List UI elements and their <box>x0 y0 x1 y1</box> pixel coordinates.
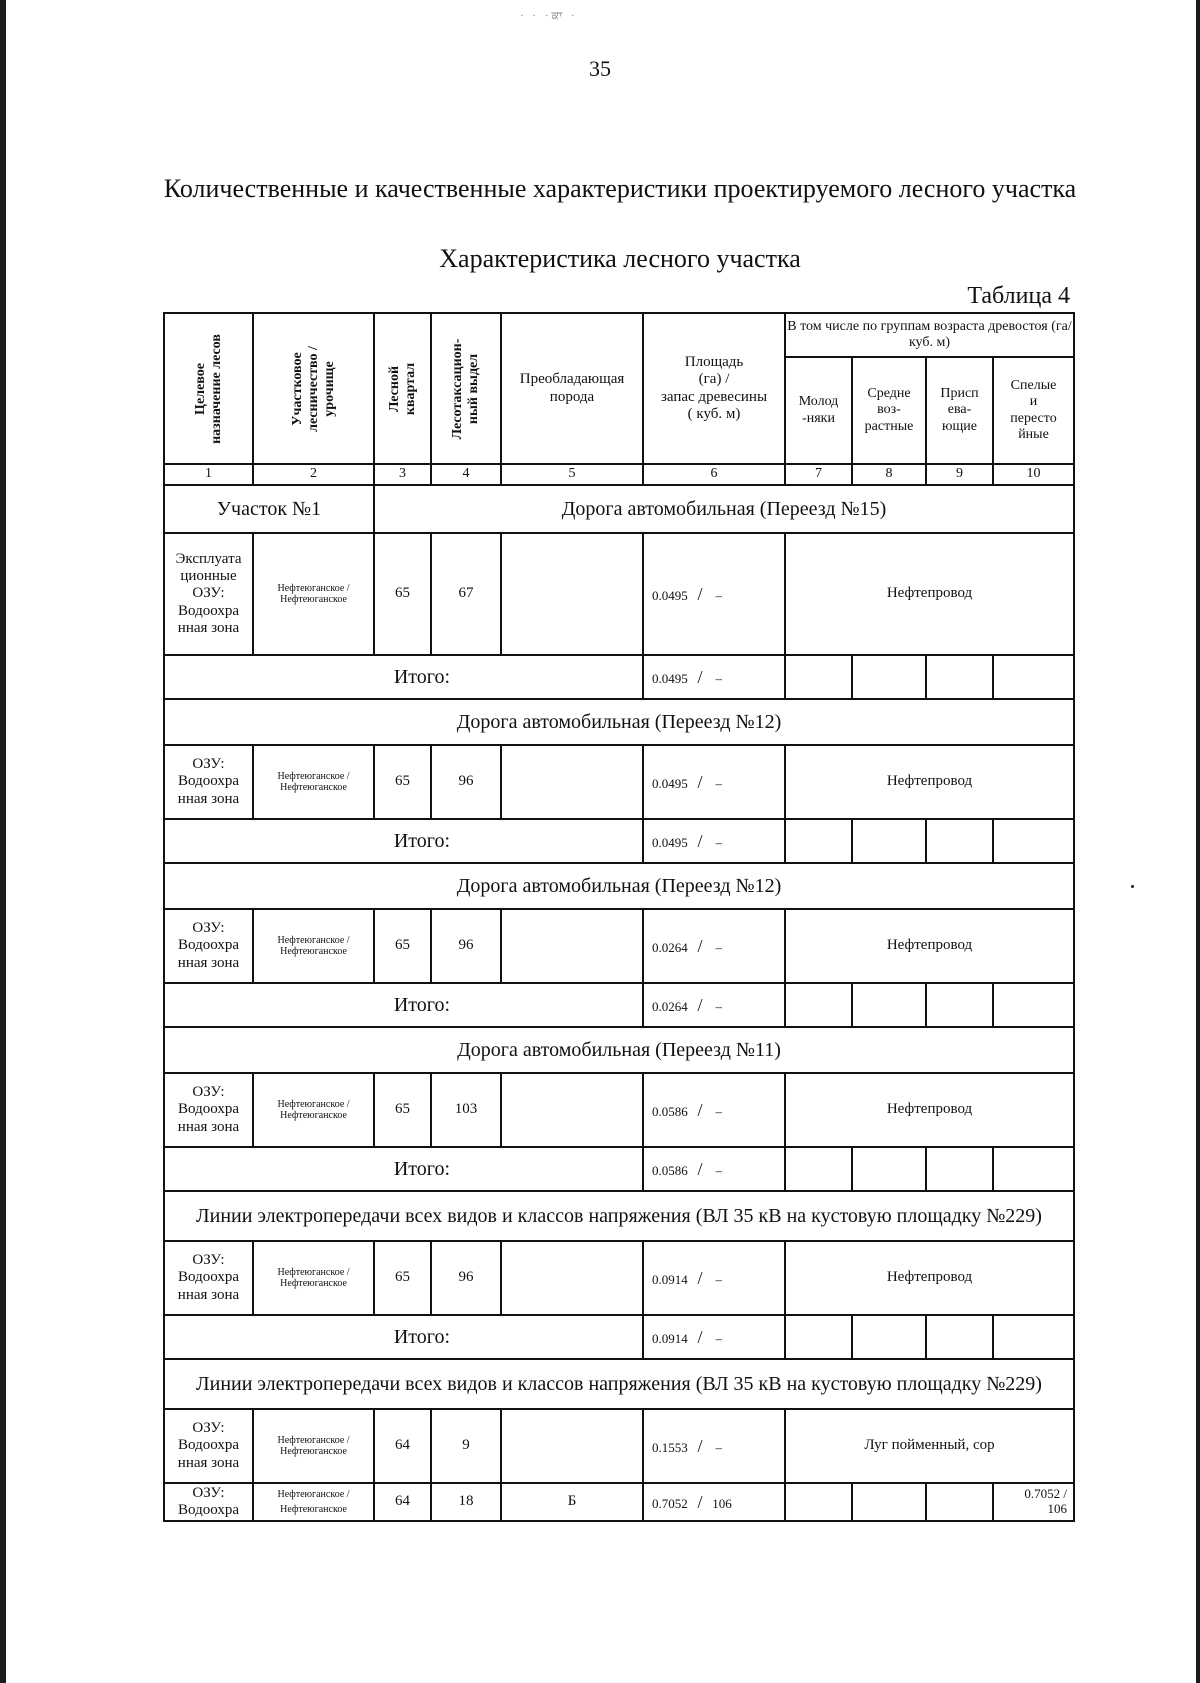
note-cell: Нефтепровод <box>785 745 1074 819</box>
area-value: 0.0264 <box>652 939 688 955</box>
species-cell <box>501 533 643 655</box>
species-cell <box>501 1073 643 1147</box>
quarter-cell: 65 <box>374 533 431 655</box>
empty-cell <box>926 819 993 863</box>
section-header-row <box>164 1359 1074 1409</box>
col-number: 4 <box>431 464 501 485</box>
header-purpose: Целевое назначение лесов <box>164 313 253 464</box>
note-cell: Нефтепровод <box>785 1073 1074 1147</box>
purpose-cell: ОЗУ: Водоохра нная зона <box>164 1409 253 1483</box>
species-cell <box>501 909 643 983</box>
allotment-cell: 18 <box>431 1483 501 1521</box>
empty-cell <box>785 1147 852 1191</box>
total-area-cell: 0.0586 / – <box>643 1147 785 1191</box>
note-cell: Нефтепровод <box>785 909 1074 983</box>
forestry-cell: Нефтеюганское / Нефтеюганское <box>253 909 374 983</box>
purpose-cell: ОЗУ: Водоохра нная зона <box>164 909 253 983</box>
total-volume-value: – <box>715 670 723 686</box>
volume-value: – <box>715 1103 723 1119</box>
area-cell: 0.0495 / – <box>643 533 785 655</box>
purpose-cell: Эксплуата ционные ОЗУ: Водоохра нная зона <box>164 533 253 655</box>
mature-cell: 0.7052 / 106 <box>993 1483 1074 1521</box>
forestry-cell: Нефтеюганское / Нефтеюганское <box>253 533 374 655</box>
document-subtitle: Характеристика лесного участка <box>439 244 801 273</box>
total-label: Итого: <box>164 655 643 699</box>
header-young: Молод -няки <box>785 357 852 464</box>
total-area-cell: 0.0914 / – <box>643 1315 785 1359</box>
volume-value: 106 <box>712 1495 732 1511</box>
empty-cell <box>926 655 993 699</box>
area-value: 0.7052 <box>652 1495 688 1511</box>
empty-cell <box>785 819 852 863</box>
forestry-cell: Нефтеюганское / Нефтеюганское <box>253 745 374 819</box>
empty-cell <box>926 1483 993 1521</box>
section-header-row <box>164 485 1074 533</box>
note-cell: Нефтепровод <box>785 1241 1074 1315</box>
data-row <box>164 1241 1074 1315</box>
header-area: Площадь (га) / запас древесины ( куб. м) <box>643 313 785 464</box>
section-title: Дорога автомобильная (Переезд №12) <box>164 699 1074 745</box>
allotment-cell: 103 <box>431 1073 501 1147</box>
section-header-row <box>164 699 1074 745</box>
total-volume-value: – <box>715 1330 723 1346</box>
empty-cell <box>993 1147 1074 1191</box>
section-title: Линии электропередачи всех видов и классов напряжения (ВЛ 35 кВ на кустовую площадку №229) <box>164 1359 1074 1409</box>
col-number: 6 <box>643 464 785 485</box>
forestry-cell: Нефтеюганское / Нефтеюганское <box>253 1241 374 1315</box>
volume-value: – <box>715 1271 723 1287</box>
area-value: 0.0914 <box>652 1271 688 1287</box>
plot-label: Участок №1 <box>164 485 374 533</box>
total-volume-value: – <box>715 1162 723 1178</box>
volume-value: – <box>715 587 723 603</box>
allotment-cell: 9 <box>431 1409 501 1483</box>
section-header-row <box>164 1191 1074 1241</box>
forest-plot-table <box>163 312 1075 1522</box>
empty-cell <box>993 983 1074 1027</box>
col-number: 8 <box>852 464 926 485</box>
total-area-value: 0.0914 <box>652 1330 688 1346</box>
section-header-row <box>164 863 1074 909</box>
empty-cell <box>852 819 926 863</box>
empty-cell <box>785 1483 852 1521</box>
empty-cell <box>926 1147 993 1191</box>
forestry-cell: Нефтеюганское / Нефтеюганское <box>253 1073 374 1147</box>
header-age-groups: В том числе по группам возраста древостоя (га/ куб. м) <box>785 313 1074 357</box>
species-cell <box>501 745 643 819</box>
purpose-cell: ОЗУ: Водоохра нная зона <box>164 745 253 819</box>
purpose-cell: ОЗУ: Водоохра нная зона <box>164 1241 253 1315</box>
total-area-value: 0.0495 <box>652 834 688 850</box>
col-number: 10 <box>993 464 1074 485</box>
empty-cell <box>993 655 1074 699</box>
total-row <box>164 655 1074 699</box>
allotment-cell: 67 <box>431 533 501 655</box>
note-cell: Нефтепровод <box>785 533 1074 655</box>
volume-value: – <box>715 1439 723 1455</box>
section-title: Дорога автомобильная (Переезд №11) <box>164 1027 1074 1073</box>
table-label: Таблица 4 <box>967 283 1070 309</box>
data-row <box>164 1483 1074 1521</box>
area-cell: 0.7052 / 106 <box>643 1483 785 1521</box>
area-value: 0.0495 <box>652 587 688 603</box>
column-number-row <box>164 464 1074 485</box>
total-row <box>164 819 1074 863</box>
area-cell: 0.0495 / – <box>643 745 785 819</box>
total-row <box>164 1315 1074 1359</box>
forestry-cell: Нефтеюганское / Нефтеюганское <box>253 1483 374 1521</box>
empty-cell <box>993 1315 1074 1359</box>
allotment-cell: 96 <box>431 1241 501 1315</box>
header-allotment: Лесотаксацион- ный выдел <box>431 313 501 464</box>
total-area-value: 0.0264 <box>652 998 688 1014</box>
empty-cell <box>785 1315 852 1359</box>
col-number: 5 <box>501 464 643 485</box>
document-title: Количественные и качественные характеристики проектируемого лесного участка <box>163 174 1077 203</box>
area-value: 0.0495 <box>652 775 688 791</box>
col-number: 7 <box>785 464 852 485</box>
total-row <box>164 983 1074 1027</box>
species-cell: Б <box>501 1483 643 1521</box>
header-mature: Спелые и пересто йные <box>993 357 1074 464</box>
note-cell: Луг пойменный, сор <box>785 1409 1074 1483</box>
total-volume-value: – <box>715 998 723 1014</box>
area-cell: 0.0914 / – <box>643 1241 785 1315</box>
scan-dot <box>1131 885 1134 888</box>
quarter-cell: 65 <box>374 1073 431 1147</box>
header-middle: Средне воз- растные <box>852 357 926 464</box>
empty-cell <box>926 983 993 1027</box>
col-number: 2 <box>253 464 374 485</box>
quarter-cell: 64 <box>374 1409 431 1483</box>
col-number: 1 <box>164 464 253 485</box>
purpose-cell: ОЗУ: Водоохра нная зона <box>164 1073 253 1147</box>
empty-cell <box>852 1147 926 1191</box>
header-quarter: Лесной квартал <box>374 313 431 464</box>
volume-value: – <box>715 775 723 791</box>
header-ripening: Присп ева- ющие <box>926 357 993 464</box>
section-header-row <box>164 1027 1074 1073</box>
scan-edge-right <box>1196 0 1200 1683</box>
section-title: Дорога автомобильная (Переезд №15) <box>374 485 1074 533</box>
total-area-value: 0.0495 <box>652 670 688 686</box>
empty-cell <box>785 983 852 1027</box>
forestry-cell: Нефтеюганское / Нефтеюганское <box>253 1409 374 1483</box>
allotment-cell: 96 <box>431 745 501 819</box>
total-label: Итого: <box>164 983 643 1027</box>
data-row <box>164 533 1074 655</box>
quarter-cell: 65 <box>374 1241 431 1315</box>
area-value: 0.1553 <box>652 1439 688 1455</box>
total-label: Итого: <box>164 1315 643 1359</box>
total-area-cell: 0.0495 / – <box>643 655 785 699</box>
header-species: Преобладающая порода <box>501 313 643 464</box>
total-label: Итого: <box>164 1147 643 1191</box>
section-title: Линии электропередачи всех видов и классов напряжения (ВЛ 35 кВ на кустовую площадку №229) <box>164 1191 1074 1241</box>
species-cell <box>501 1409 643 1483</box>
page-number: 35 <box>589 56 611 81</box>
total-area-cell: 0.0264 / – <box>643 983 785 1027</box>
total-area-value: 0.0586 <box>652 1162 688 1178</box>
scan-specks: · · ·ਕਾ · <box>520 10 578 22</box>
total-label: Итого: <box>164 819 643 863</box>
quarter-cell: 64 <box>374 1483 431 1521</box>
quarter-cell: 65 <box>374 745 431 819</box>
area-cell: 0.0264 / – <box>643 909 785 983</box>
data-row <box>164 1073 1074 1147</box>
area-value: 0.0586 <box>652 1103 688 1119</box>
data-row <box>164 745 1074 819</box>
empty-cell <box>852 1315 926 1359</box>
total-volume-value: – <box>715 834 723 850</box>
header-forestry: Участковое лесничество / урочище <box>253 313 374 464</box>
empty-cell <box>785 655 852 699</box>
header-row-top <box>164 313 1074 357</box>
scan-edge-left <box>0 0 6 1683</box>
species-cell <box>501 1241 643 1315</box>
area-cell: 0.0586 / – <box>643 1073 785 1147</box>
empty-cell <box>993 819 1074 863</box>
col-number: 9 <box>926 464 993 485</box>
total-row <box>164 1147 1074 1191</box>
data-row <box>164 909 1074 983</box>
empty-cell <box>852 1483 926 1521</box>
empty-cell <box>926 1315 993 1359</box>
section-title: Дорога автомобильная (Переезд №12) <box>164 863 1074 909</box>
purpose-cell: ОЗУ: Водоохра <box>164 1483 253 1521</box>
area-cell: 0.1553 / – <box>643 1409 785 1483</box>
data-row <box>164 1409 1074 1483</box>
empty-cell <box>852 983 926 1027</box>
quarter-cell: 65 <box>374 909 431 983</box>
volume-value: – <box>715 939 723 955</box>
empty-cell <box>852 655 926 699</box>
allotment-cell: 96 <box>431 909 501 983</box>
total-area-cell: 0.0495 / – <box>643 819 785 863</box>
col-number: 3 <box>374 464 431 485</box>
